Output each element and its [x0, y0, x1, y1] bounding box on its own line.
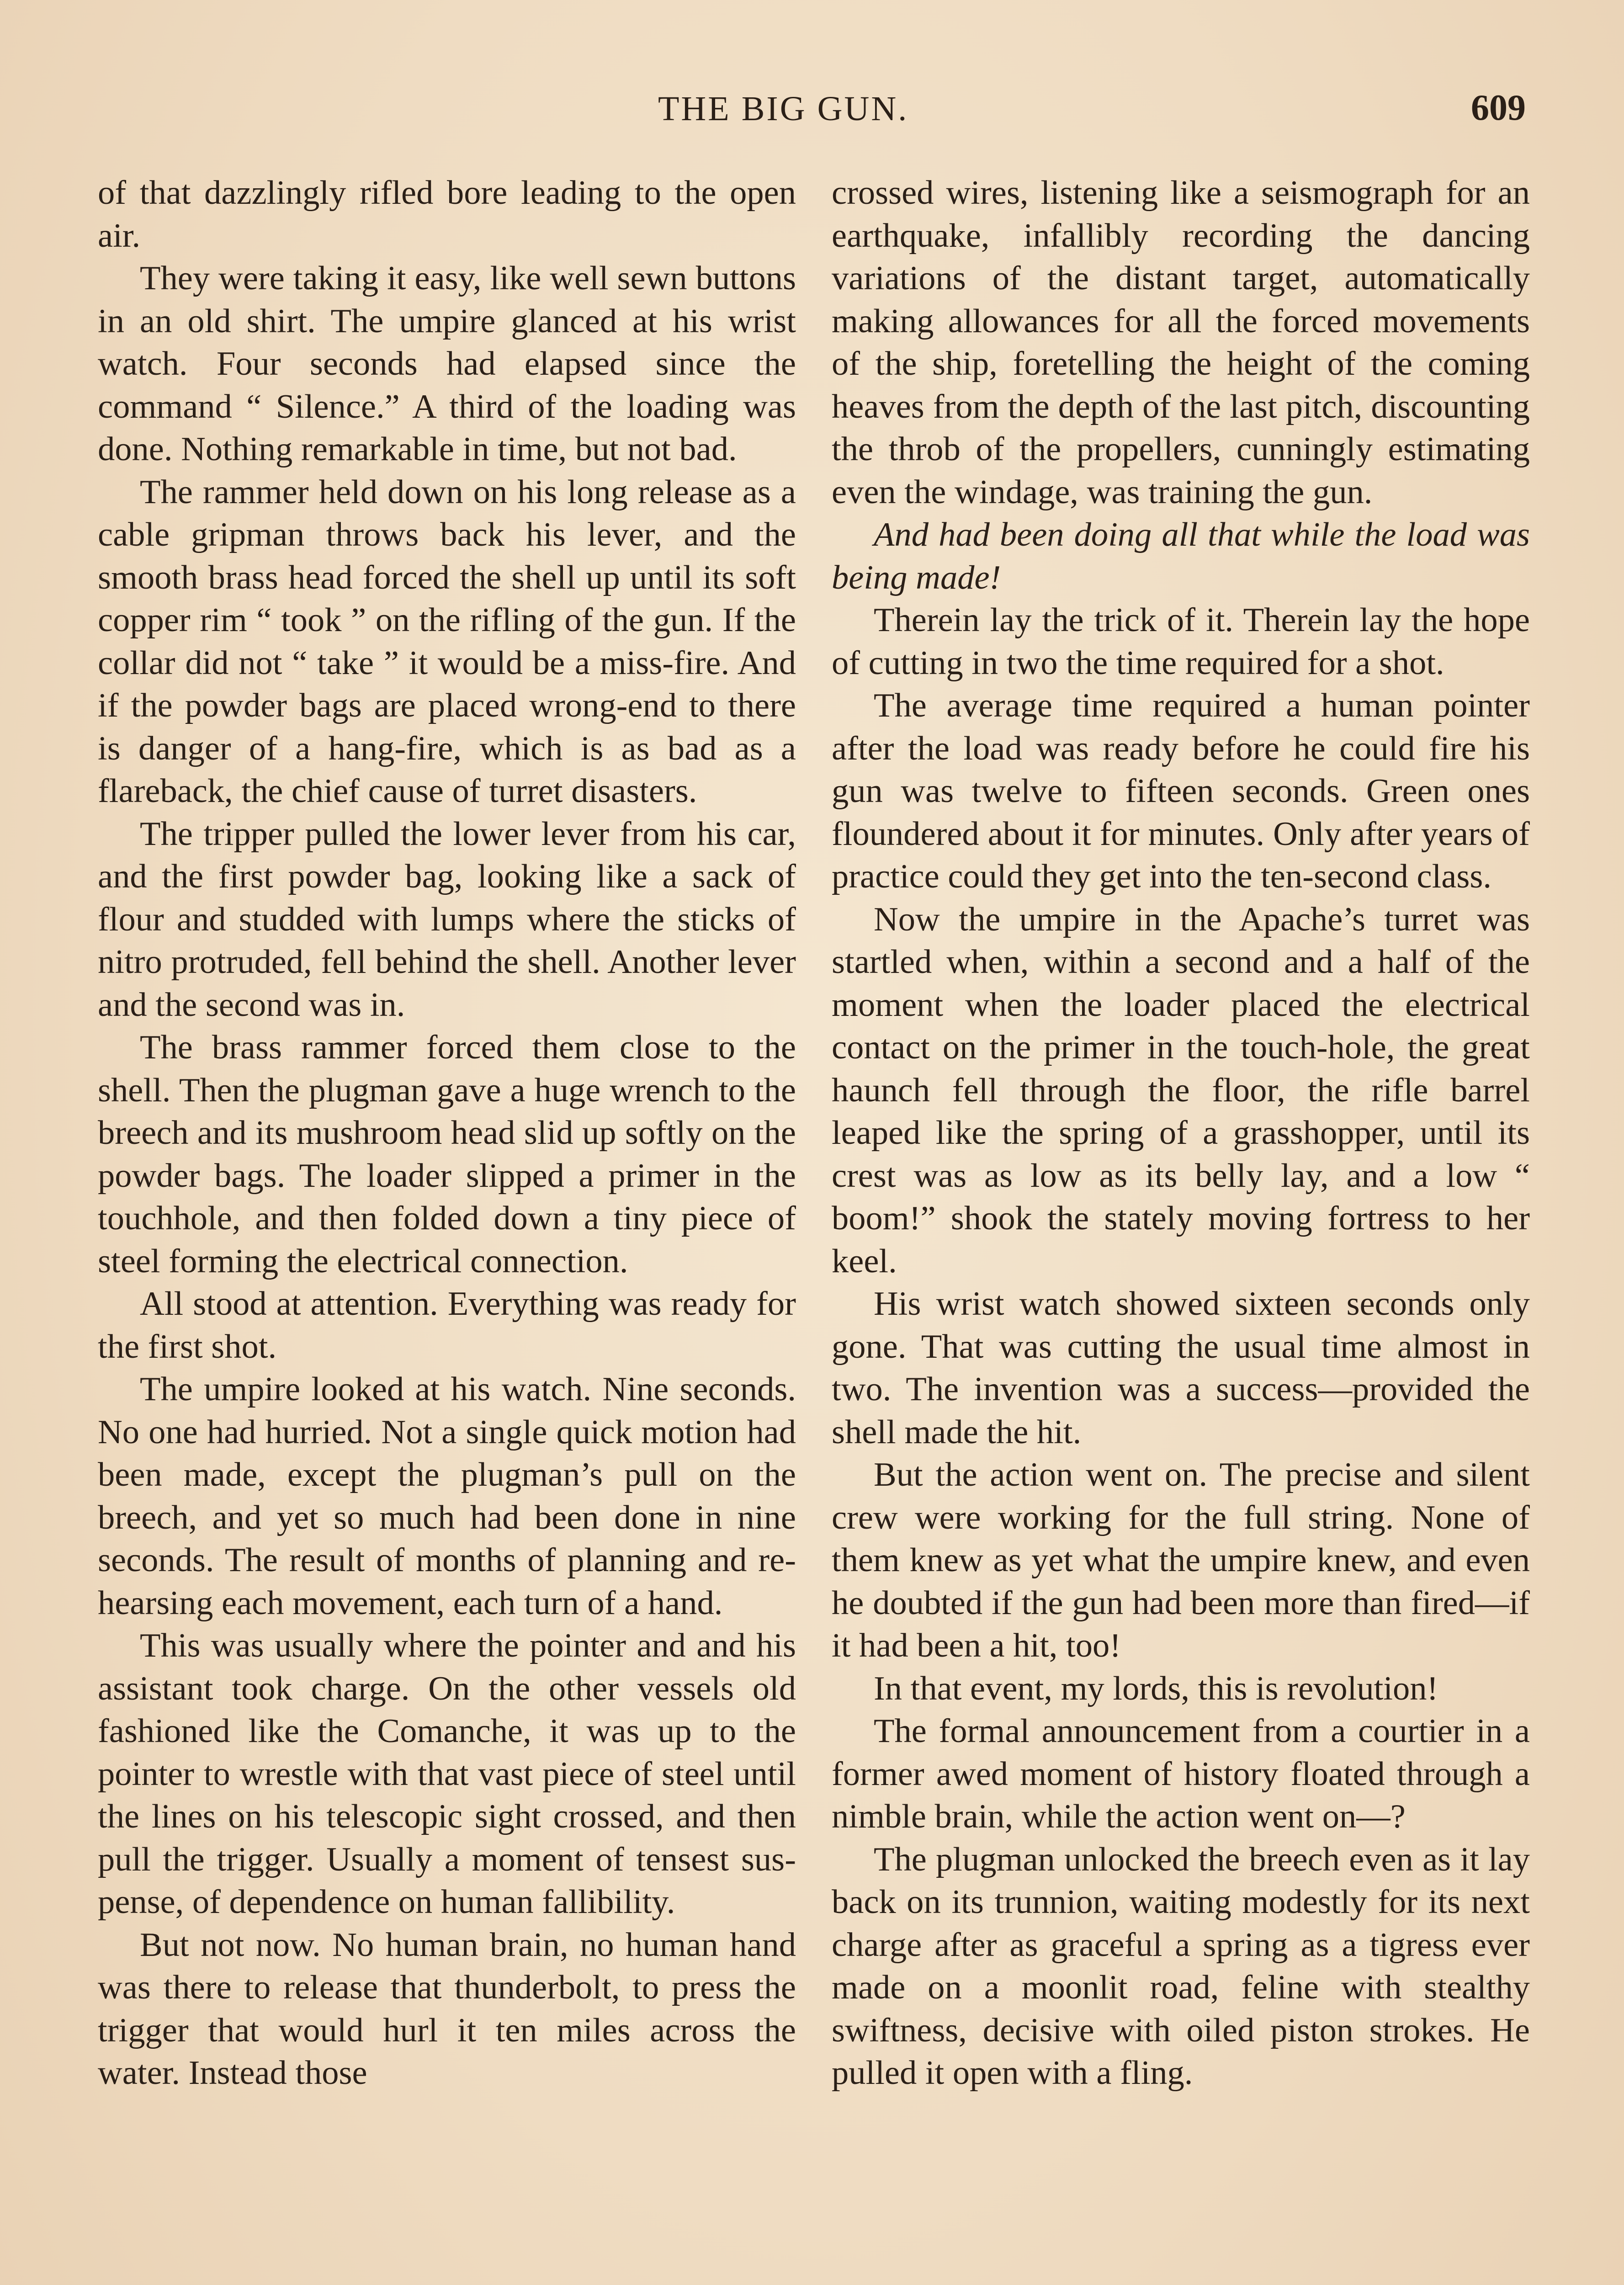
page-number: 609 [1471, 88, 1526, 128]
paragraph: All stood at attention. Everything was ready for the first shot. [98, 1285, 796, 1366]
paragraph: This was usually where the pointer and and his assistant took charge. On the other vessels old fashioned like the Comanche, it was up to the pointer to wrestle with that vast piece of steel until the lines on his telescopic sight crossed, and then pull the trigger. Usually a moment of tensest suspense, of dependence on human fallibility. [98, 1627, 796, 1921]
paragraph-italic: And had been doing all that while the load was being made! [832, 516, 1530, 596]
running-title: THE BIG GUN. [658, 90, 909, 128]
paragraph: of that dazzlingly rifled bore leading to the open air. [98, 174, 796, 255]
paragraph: Now the umpire in the Apache’s turret was startled when, within a second and a half of the moment when the loader placed the electrical contact on the primer in the touch-hole, the great haunch fell through the floor, the rifle barrel leaped like the spring of a grasshopper, until its crest was as low as its belly lay, and a low “ boom!” shook the stately moving fortress to her keel. [832, 900, 1530, 1280]
paragraph: In that event, my lords, this is revolution! [874, 1669, 1438, 1707]
paragraph: They were taking it easy, like well sewn buttons in an old shirt. The umpire glanced at his wrist watch. Four seconds had elapsed since the command “ Silence.” A third of the loading was done. Nothing remarkable in time, but not bad. [98, 260, 796, 468]
text-column-right [832, 172, 1530, 2095]
paragraph: The plugman unlocked the breech even as it lay back on its trunnion, waiting modestly for its next charge after as graceful a spring as a tigress ever made on a moonlit road, feline with stealthy swiftness, decisive with oiled piston strokes. He pulled it open with a fling. [832, 1840, 1530, 2092]
paragraph: But not now. No human brain, no human hand was there to release that thunderbolt, to press the trigger that would hurl it ten miles across the water. Instead those [98, 1926, 796, 2092]
paragraph: But the action went on. The precise and silent crew were working for the full string. None of them knew as yet what the umpire knew, and even he doubted if the gun had been more than fired—if it had been a hit, too! [832, 1456, 1530, 1664]
paragraph: His wrist watch showed sixteen seconds only gone. That was cutting the usual time almost in two. The invention was a success—provided the shell made the hit. [832, 1285, 1530, 1451]
text-column-left [98, 172, 796, 2095]
paragraph: The brass rammer forced them close to the shell. Then the plugman gave a huge wrench to the breech and its mushroom head slid up softly on the powder bags. The loader slipped a primer in the touchhole, and then folded down a tiny piece of steel forming the electrical connection. [98, 1029, 796, 1280]
paragraph: The tripper pulled the lower lever from his car, and the first powder bag, looking like a sack of flour and studded with lumps where the sticks of nitro protruded, fell behind the shell. Another lever and the second was in. [98, 815, 796, 1024]
paragraph: The formal announcement from a courtier in a former awed moment of history floated through a nimble brain, while the action went on—? [832, 1712, 1530, 1835]
paragraph: The rammer held down on his long release as a cable gripman throws back his lever, and the smooth brass head forced the shell up until its soft copper rim “ took ” on the rifling of the gun. If the collar did not “ take ” it would be a miss-fire. And if the powder bags are placed wrong-end to there is danger of a hang-fire, which is as bad as a flareback, the chief cause of turret disasters. [98, 473, 796, 810]
paragraph: The umpire looked at his watch. Nine seconds. No one had hurried. Not a single quick motion had been made, except the plugman’s pull on the breech, and yet so much had been done in nine seconds. The result of months of planning and rehearsing each movement, each turn of a hand. [98, 1371, 796, 1622]
paragraph: Therein lay the trick of it. Therein lay the hope of cutting in two the time required for a shot. [832, 601, 1530, 682]
paragraph: The average time required a human pointer after the load was ready before he could fire his gun was twelve to fifteen seconds. Green ones floundered about it for minutes. Only after years of practice could they get into the ten-second class. [832, 687, 1530, 895]
page-header [0, 89, 1624, 139]
paragraph: crossed wires, listening like a seismograph for an earthquake, infallibly recording the dancing variations of the distant target, automatically making allowances for all the forced movements of the ship, foretelling the height of the coming heaves from the depth of the last pitch, discounting the throb of the propellers, cunningly estimating even the windage, was training the gun. [832, 174, 1530, 511]
